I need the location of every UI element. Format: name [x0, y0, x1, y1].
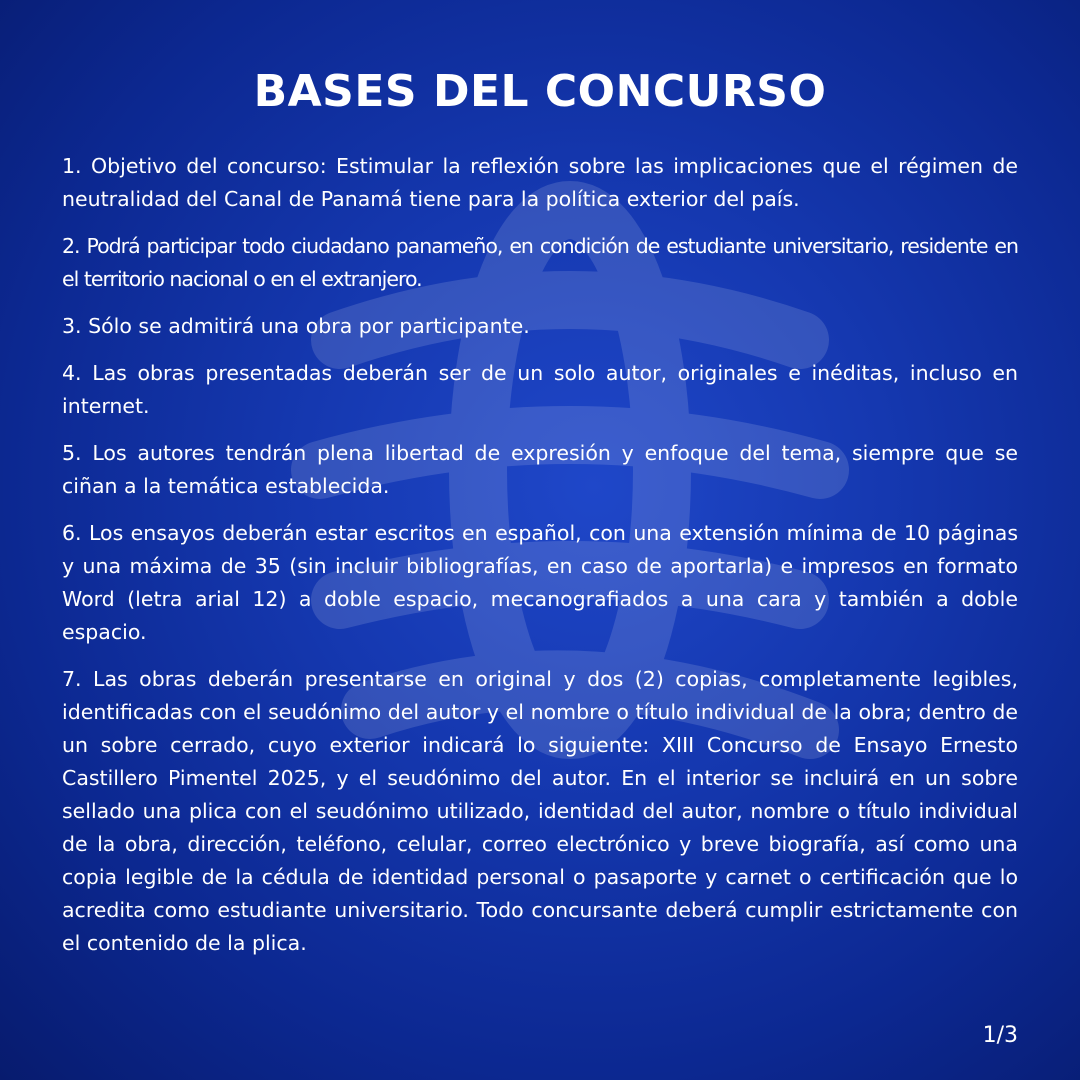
rule-item-1: 1. Objetivo del concurso: Estimular la reflexión sobre las implicaciones que el régimen de neutralidad del Canal de Panamá tiene para la política exterior del país.	[62, 154, 1018, 211]
rule-item-3: 3. Sólo se admitirá una obra por participante.	[62, 314, 530, 338]
rule-item-7: 7. Las obras deberán presentarse en original y dos (2) copias, completamente legibles, identificadas con el seudónimo del autor y el nombre o título individual de la obra; dentro de un sobre cerrado, cuyo exterior indicará lo siguiente: XIII Concurso de Ensayo Ernesto Castillero Pimentel 2025, y el seudónimo del autor. En el interior se incluirá en un sobre sellado una plica con el seudónimo utilizado, identidad del autor, nombre o título individual de la obra, dirección, teléfono, celular, correo electrónico y breve biografía, así como una copia legible de la cédula de identidad personal o pasaporte y carnet o certificación que lo acredita como estudiante universitario. Todo concursante deberá cumplir estrictamente con el contenido de la plica.	[62, 667, 1018, 955]
rule-item-5: 5. Los autores tendrán plena libertad de expresión y enfoque del tema, siempre que se ciñan a la temática establecida.	[62, 441, 1018, 498]
rules-list	[62, 150, 1018, 960]
rule-item-6: 6. Los ensayos deberán estar escritos en español, con una extensión mínima de 10 páginas y una máxima de 35 (sin incluir bibliografías, en caso de aportarla) e impresos en formato Word (letra arial 12) a doble espacio, mecanografiados a una cara y también a doble espacio.	[62, 521, 1018, 644]
rule-item-4: 4. Las obras presentadas deberán ser de un solo autor, originales e inéditas, incluso en internet.	[62, 361, 1018, 418]
rule-item-2: 2. Podrá participar todo ciudadano panameño, en condición de estudiante universitario, residente en el territorio nacional o en el extranjero.	[62, 234, 1018, 291]
page-number: 1/3	[982, 1023, 1018, 1048]
contest-rules-page	[62, 62, 1018, 974]
page-title: BASES DEL CONCURSO	[253, 66, 827, 117]
